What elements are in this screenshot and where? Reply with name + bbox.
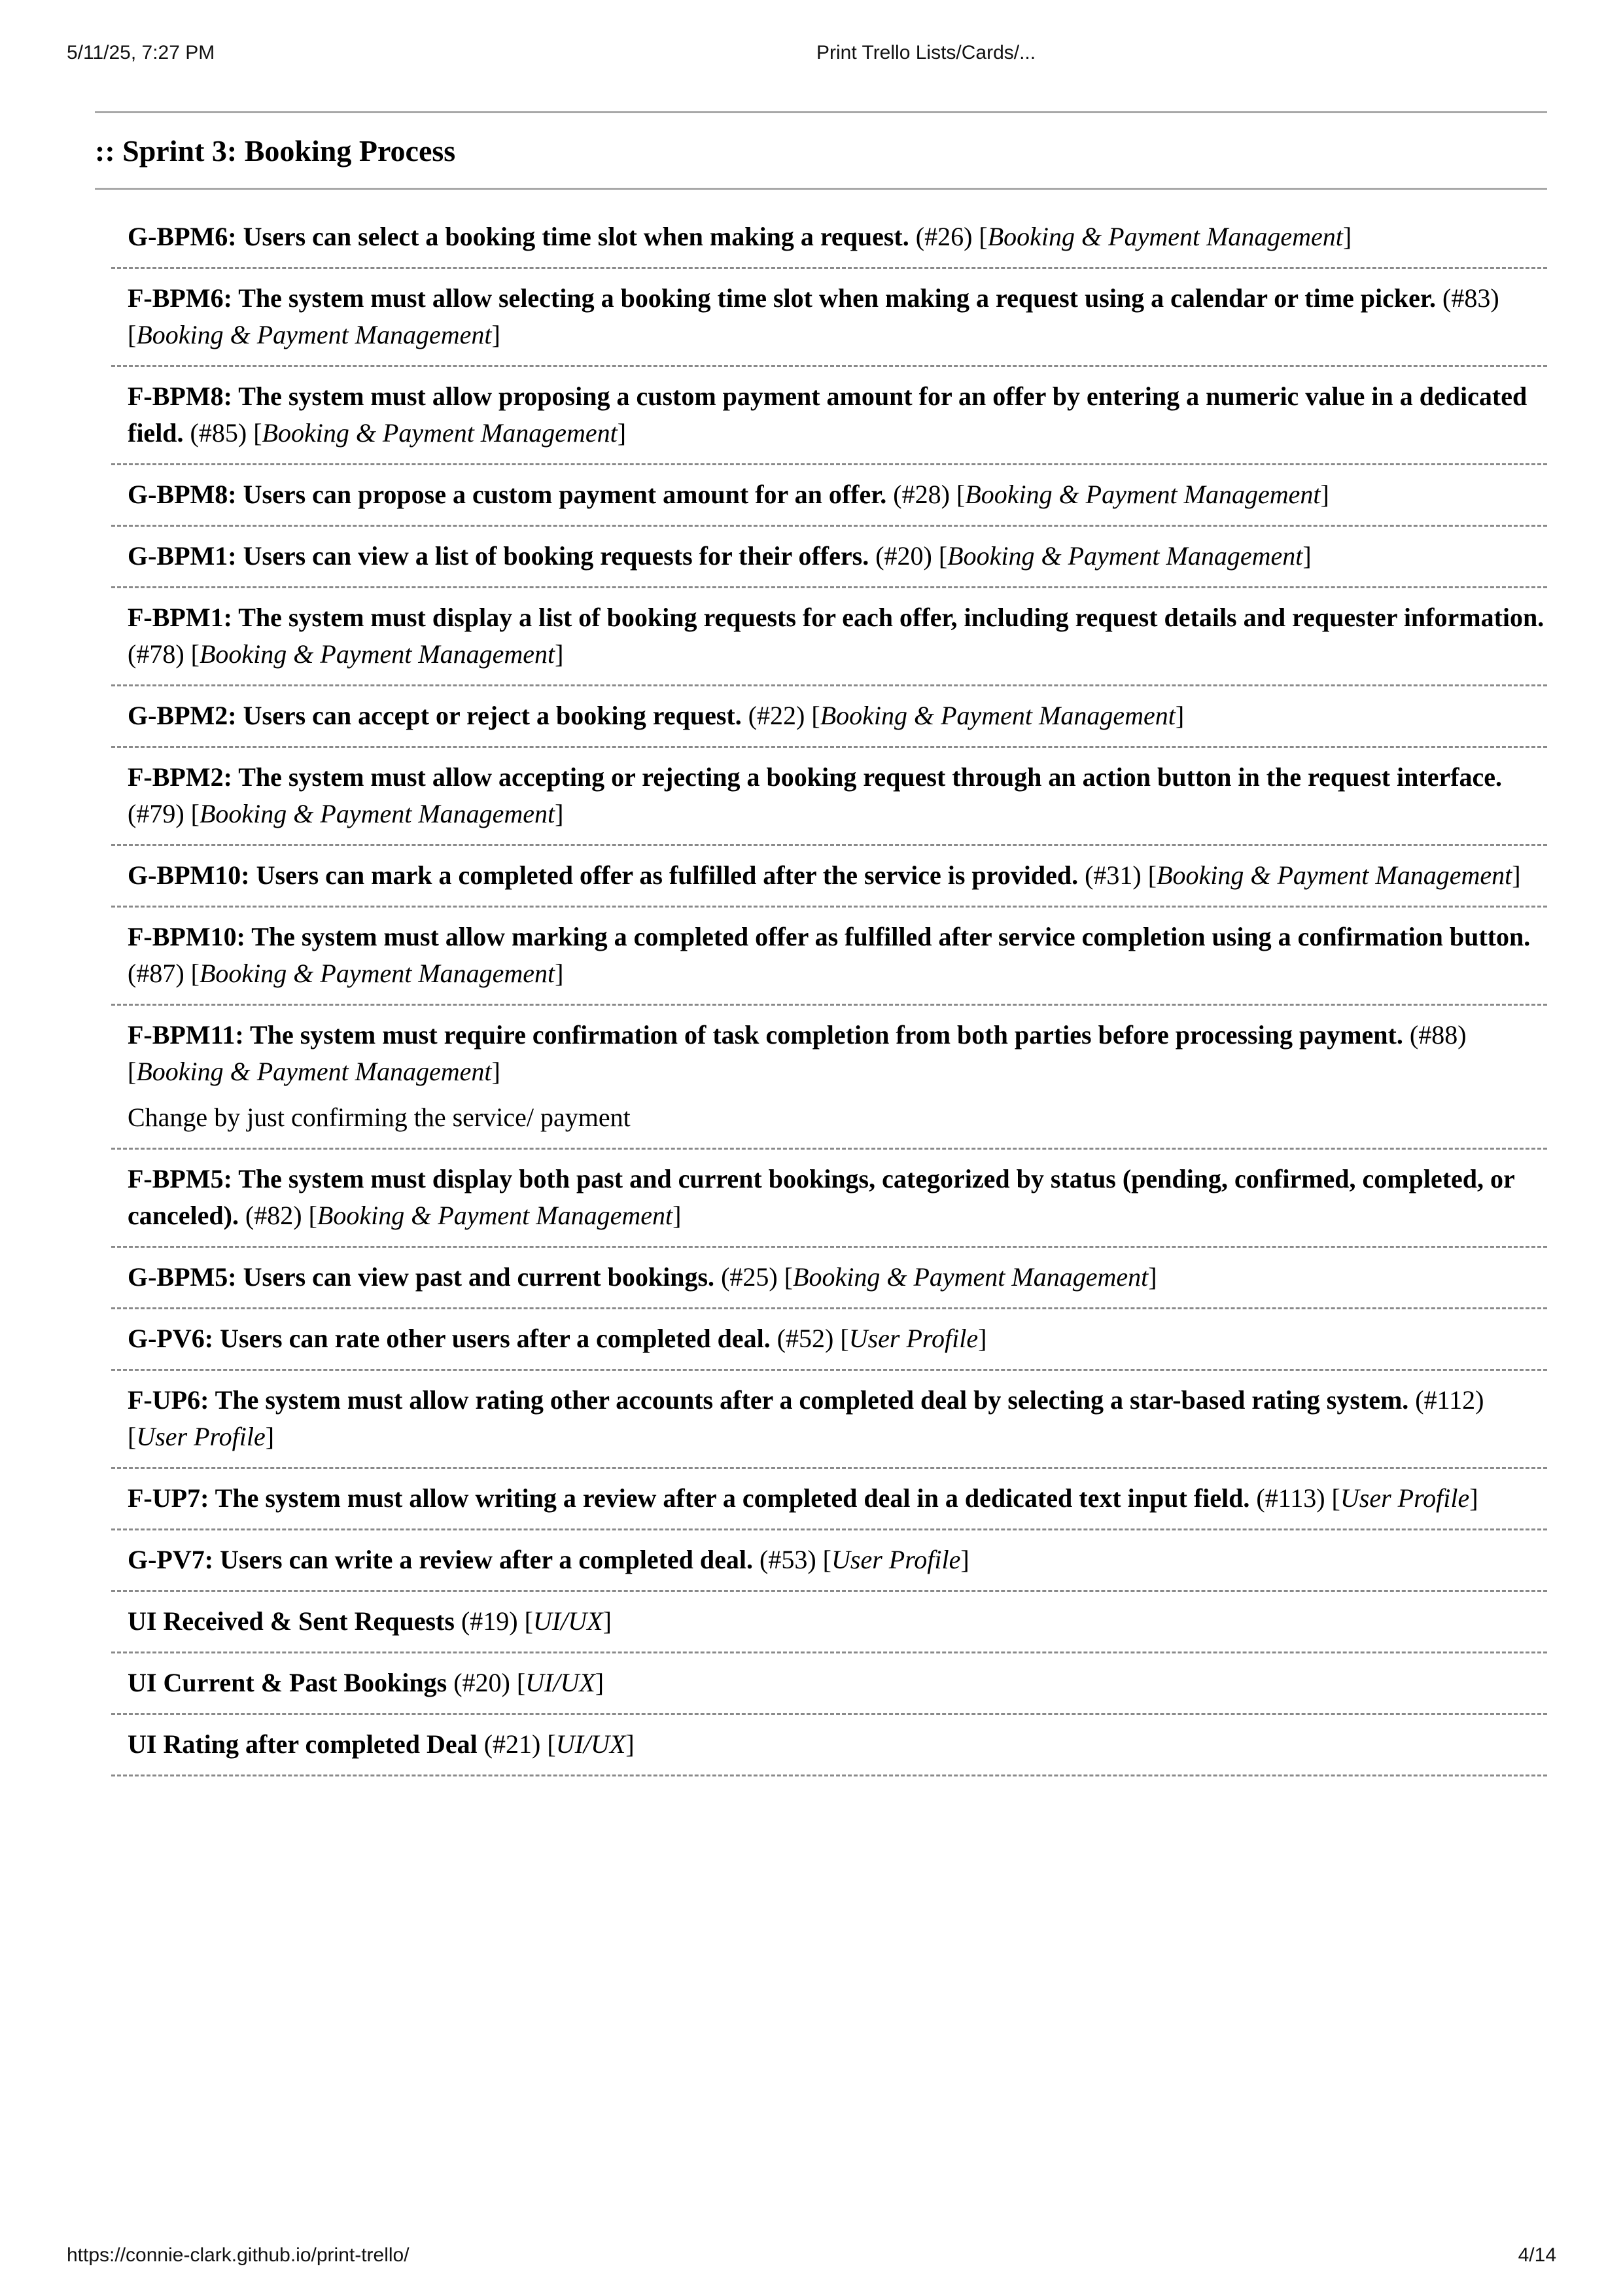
print-url: https://connie-clark.github.io/print-trello/ [67, 2244, 410, 2266]
card-label: Booking & Payment Management [987, 222, 1343, 251]
card-label: User Profile [848, 1324, 979, 1353]
card-item [111, 846, 1547, 908]
card-label: UI/UX [525, 1668, 595, 1697]
card-title: F-BPM6: The system must allow selecting a booking time slot when making a request using a calendar or time picker. [128, 283, 1436, 313]
card-item [111, 1592, 1547, 1653]
card-item [111, 1150, 1547, 1248]
card-title: F-BPM2: The system must allow accepting or rejecting a booking request through an action button in the request interface. [128, 762, 1503, 792]
card-label-group: [Booking & Payment Management] [811, 701, 1185, 730]
card-label: User Profile [831, 1545, 961, 1574]
card-label: User Profile [136, 1422, 266, 1451]
card-title: G-PV6: Users can rate other users after a completed deal. [128, 1324, 771, 1353]
card-label-group: [Booking & Payment Management] [128, 320, 500, 349]
card-number: (#78) [128, 639, 184, 669]
card-title: G-BPM5: Users can view past and current bookings. [128, 1262, 715, 1292]
card-label: Booking & Payment Management [136, 320, 492, 349]
card-number: (#20) [875, 541, 932, 571]
card-description: Change by just confirming the service/ payment [128, 1103, 631, 1132]
card-number: (#53) [759, 1545, 816, 1574]
card-label-group: [Booking & Payment Management] [938, 541, 1312, 571]
card-title: G-PV7: Users can write a review after a completed deal. [128, 1545, 754, 1574]
card-number: (#113) [1256, 1483, 1325, 1513]
list-title: :: Sprint 3: Booking Process [95, 134, 456, 168]
card-item [111, 190, 1547, 269]
card-number: (#87) [128, 959, 184, 988]
card-item [111, 748, 1547, 846]
card-item [111, 1006, 1547, 1150]
card-title: F-BPM11: The system must require confirmation of task completion from both parties before processing payment. [128, 1020, 1403, 1050]
card-label: Booking & Payment Management [199, 639, 555, 669]
card-number: (#26) [915, 222, 973, 251]
card-label-group: [UI/UX] [516, 1668, 604, 1697]
card-line [128, 599, 1547, 673]
card-label: User Profile [1340, 1483, 1470, 1513]
card-number: (#83) [1442, 283, 1499, 313]
card-label: Booking & Payment Management [317, 1201, 673, 1230]
card-label: Booking & Payment Management [136, 1057, 492, 1086]
card-line [128, 1542, 1547, 1578]
card-label-group: [UI/UX] [524, 1606, 612, 1636]
card-label-group: [Booking & Payment Management] [190, 639, 564, 669]
card-line [128, 857, 1547, 894]
card-title: G-BPM2: Users can accept or reject a booking request. [128, 701, 742, 730]
card-item [111, 527, 1547, 588]
card-label: Booking & Payment Management [947, 541, 1303, 571]
print-page-number: 4/14 [1518, 2244, 1556, 2266]
card-number: (#22) [748, 701, 805, 730]
card-line [128, 476, 1547, 513]
card-label-group: [Booking & Payment Management] [784, 1262, 1157, 1292]
card-title: UI Received & Sent Requests [128, 1606, 455, 1636]
card-label: Booking & Payment Management [199, 799, 555, 828]
card-title: UI Rating after completed Deal [128, 1729, 478, 1759]
card-item [111, 588, 1547, 686]
card-title: F-BPM8: The system must allow proposing a custom payment amount for an offer by entering a numeric value in a dedicated field. [128, 381, 1527, 448]
card-item [111, 465, 1547, 527]
card-line [128, 759, 1547, 832]
card-item [111, 1469, 1547, 1530]
trello-list [95, 111, 1547, 1776]
print-footer [0, 2244, 1623, 2270]
card-line [128, 1480, 1547, 1517]
card-label: UI/UX [555, 1729, 626, 1759]
print-header [0, 42, 1623, 68]
card-item [111, 1309, 1547, 1371]
card-label: Booking & Payment Management [965, 480, 1321, 509]
card-label-group: [Booking & Payment Management] [956, 480, 1329, 509]
card-item [111, 1653, 1547, 1715]
card-title: UI Current & Past Bookings [128, 1668, 447, 1697]
card-line [128, 919, 1547, 992]
card-number: (#82) [245, 1201, 302, 1230]
card-number: (#31) [1085, 860, 1142, 890]
card-title: F-UP6: The system must allow rating other accounts after a completed deal by selecting a star-based rating system. [128, 1385, 1409, 1415]
card-title: F-UP7: The system must allow writing a review after a completed deal in a dedicated text input field. [128, 1483, 1250, 1513]
card-line [128, 1726, 1547, 1763]
card-label-group: [Booking & Payment Management] [190, 959, 564, 988]
card-number: (#112) [1415, 1385, 1484, 1415]
card-line [128, 1161, 1547, 1234]
list-header [95, 111, 1547, 190]
card-number: (#21) [483, 1729, 541, 1759]
card-title: G-BPM10: Users can mark a completed offer as fulfilled after the service is provided. [128, 860, 1079, 890]
card-label-group: [UI/UX] [547, 1729, 635, 1759]
card-line [128, 1603, 1547, 1640]
card-number: (#79) [128, 799, 184, 828]
card-label-group: [User Profile] [128, 1422, 275, 1451]
card-title: G-BPM1: Users can view a list of booking requests for their offers. [128, 541, 869, 571]
card-label-group: [User Profile] [822, 1545, 969, 1574]
card-title: F-BPM10: The system must allow marking a completed offer as fulfilled after service completion using a confirmation button. [128, 922, 1531, 951]
card-title: G-BPM6: Users can select a booking time slot when making a request. [128, 222, 909, 251]
card-number: (#28) [893, 480, 950, 509]
card-list [95, 190, 1547, 1776]
card-line [128, 1017, 1547, 1090]
card-item [111, 908, 1547, 1006]
card-label-group: [Booking & Payment Management] [128, 1057, 500, 1086]
card-line [128, 1665, 1547, 1701]
card-label-group: [User Profile] [1331, 1483, 1478, 1513]
card-label-group: [Booking & Payment Management] [190, 799, 564, 828]
card-line [128, 1259, 1547, 1296]
card-line [128, 1320, 1547, 1357]
card-line [128, 538, 1547, 574]
print-page-title: Print Trello Lists/Cards/... [816, 42, 1036, 63]
card-number: (#85) [190, 418, 247, 448]
card-label-group: [Booking & Payment Management] [979, 222, 1352, 251]
card-label-group: [Booking & Payment Management] [308, 1201, 682, 1230]
card-line [128, 1382, 1547, 1455]
card-line [128, 219, 1547, 255]
card-label: Booking & Payment Management [1157, 860, 1512, 890]
card-number: (#88) [1409, 1020, 1467, 1050]
card-item [111, 367, 1547, 465]
card-number: (#52) [777, 1324, 834, 1353]
card-item [111, 1530, 1547, 1592]
card-title: F-BPM5: The system must display both past and current bookings, categorized by status (pending, confirmed, completed, or canceled). [128, 1164, 1515, 1230]
card-item [111, 686, 1547, 748]
card-label: UI/UX [532, 1606, 603, 1636]
card-label: Booking & Payment Management [199, 959, 555, 988]
card-title: G-BPM8: Users can propose a custom payment amount for an offer. [128, 480, 887, 509]
card-label: Booking & Payment Management [262, 418, 618, 448]
card-item [111, 1715, 1547, 1776]
card-label: Booking & Payment Management [820, 701, 1176, 730]
card-label-group: [User Profile] [840, 1324, 987, 1353]
card-item [111, 1371, 1547, 1469]
card-line [128, 378, 1547, 451]
card-number: (#19) [461, 1606, 518, 1636]
card-title: F-BPM1: The system must display a list of booking requests for each offer, including request details and requester information. [128, 603, 1544, 632]
card-label-group: [Booking & Payment Management] [253, 418, 627, 448]
card-line [128, 698, 1547, 734]
card-item [111, 1248, 1547, 1309]
card-item [111, 269, 1547, 367]
card-label: Booking & Payment Management [793, 1262, 1149, 1292]
card-number: (#25) [721, 1262, 778, 1292]
card-label-group: [Booking & Payment Management] [1147, 860, 1521, 890]
card-number: (#20) [453, 1668, 510, 1697]
print-datetime: 5/11/25, 7:27 PM [67, 42, 215, 63]
card-line [128, 280, 1547, 353]
